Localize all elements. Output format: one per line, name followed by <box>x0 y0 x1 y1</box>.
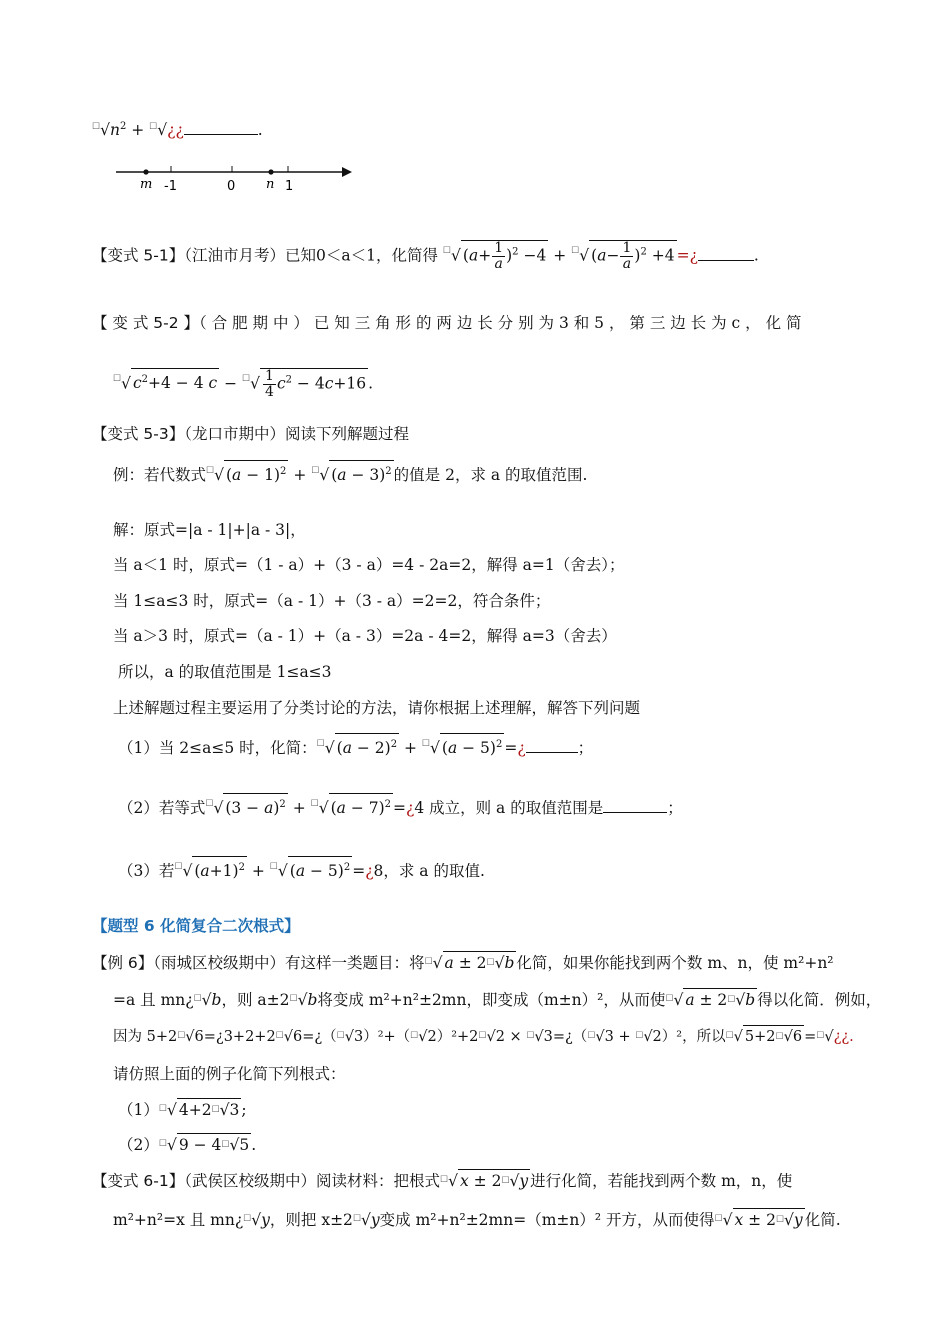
variant-5-2: 【 变 式 5-2 】（ 合 肥 期 中 ） 已 知 三 角 形 的 两 边 长 分 别 为 3 和 5 ， 第 三 边 长 为 c ， 化 简 <box>92 314 802 332</box>
section-heading-type-6: 【题型 6 化简复合二次根式】 <box>92 917 300 935</box>
variant-6-1-line-1: 【变式 6-1】（武侯区校级期中）阅读材料：把根式☐√ x ± 2☐√y 进行化简，若能找到两个数 m，n，使 <box>92 1169 792 1192</box>
solution-line-5: 所以，a 的取值范围是 1≤a≤3 <box>118 663 332 681</box>
top-unknown: ¿¿ <box>167 121 184 140</box>
variant-6-1-line-2: m²+n²=x 且 mn¿☐√y，则把 x±2☐√y变成 m²+n²±2mn=（m±n）² 开方，从而使得☐√ x ± 2☐√y 化简. <box>113 1208 841 1231</box>
solution-line-6: 上述解题过程主要运用了分类讨论的方法，请你根据上述理解，解答下列问题 <box>113 699 641 717</box>
top-fragment: $^☐√n^2$ + ☐√¿¿ . <box>92 121 263 140</box>
example-6-q2: （2）☐√ 9 − 4☐√5 . <box>118 1133 256 1156</box>
question-2: （2）若等式☐√ $(3 - a)^2 + ^☐√$ $(a - 7)^2$ =¿4 成立，则 a 的取值范围是 ； <box>118 793 683 819</box>
example-6-line-1: 【例 6】（雨城区校级期中）有这样一类题目：将☐√ a ± 2☐√b 化简，如果你能找到两个数 m、n，使 m²+n² <box>92 951 834 974</box>
example-line: 例：若代数式☐√ $(a - 1)^2 + ^☐√$ $(a - 3)^2$ 的值是 2，求 a 的取值范围. <box>113 460 587 486</box>
example-6-line-3: 因为 5+2☐√6=¿3+2+2☐√6=¿（☐√3）²+（☐√2）²+2☐√2 × ☐√3=¿（☐√3 + ☐√2）²，所以☐√ 5+2☐√6 =☐√¿¿. <box>113 1025 854 1048</box>
solution-line-2: 当 a＜1 时，原式=（1 - a）+（3 - a）=4 - 2a=2，解得 a=1（舍去）； <box>113 556 625 574</box>
nl-label-0: 0 <box>227 179 236 194</box>
question-1: （1）当 2≤a≤5 时，化简：☐√ $(a - 2)^2 + ^☐√$ $(a - 5)^2$ =¿ ； <box>118 733 593 759</box>
variant-5-2-expr: ☐√ $c^2+4 - 4$ c − ☐√ $\frac{1}{4}$ $c^2 - 4c+16$ . <box>113 368 374 400</box>
nl-label-1: 1 <box>285 179 294 194</box>
number-line <box>110 160 360 200</box>
variant-5-3: 【变式 5-3】（龙口市期中）阅读下列解题过程 <box>92 425 410 443</box>
solution-line-1: 解：原式=|a - 1|+|a - 3|， <box>113 521 306 539</box>
solution-line-4: 当 a＞3 时，原式=（a - 1）+（a - 3）=2a - 4=2，解得 a=3（舍去） <box>113 627 617 645</box>
nl-label-n: n <box>266 177 275 192</box>
example-6-line-4: 请仿照上面的例子化简下列根式： <box>113 1065 346 1083</box>
solution-line-3: 当 1≤a≤3 时，原式=（a - 1）+（3 - a）=2=2，符合条件； <box>113 592 551 610</box>
example-6-q1: （1）☐√ 4+2☐√3 ; <box>118 1098 247 1121</box>
nl-label-neg1: -1 <box>164 179 177 194</box>
question-3: （3）若☐√ $(a+1)^2 + ^☐√$ $(a - 5)^2$ =¿8，求 a 的取值. <box>118 856 485 882</box>
variant-5-1: 【变式 5-1】（江油市月考）已知0＜a＜1，化简得 ☐√ (a+ $\frac{1}{a}$ )$^2$ −4 + ☐√ (a− $\frac{1}{a}$ )$^2$ +4 =¿ . <box>92 240 759 272</box>
nl-label-m: m <box>140 177 153 192</box>
example-6-line-2: =a 且 mn¿☐√b，则 a±2☐√b将变成 m²+n²±2mn，即变成（m±n）²，从而使☐√ a ± 2☐√b 得以化简．例如， <box>113 988 881 1011</box>
